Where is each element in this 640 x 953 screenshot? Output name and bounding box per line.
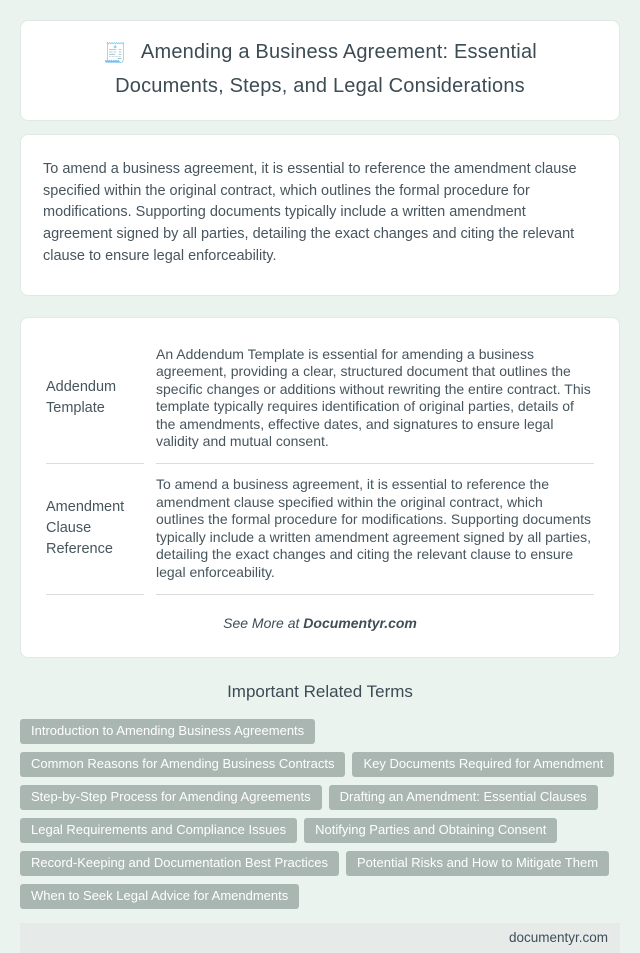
related-term-tag[interactable]: Key Documents Required for Amendment: [352, 752, 614, 777]
intro-card: [20, 134, 620, 296]
see-more-prefix: See More at: [223, 614, 304, 631]
related-term-tag[interactable]: Notifying Parties and Obtaining Consent: [304, 818, 557, 843]
terms-table: [46, 334, 594, 595]
see-more-line: [46, 615, 594, 631]
footer-site-link[interactable]: documentyr.com: [508, 930, 608, 946]
related-term-tag[interactable]: Record-Keeping and Documentation Best Practices: [20, 851, 339, 876]
table-row: [46, 334, 594, 465]
related-term-tag[interactable]: Legal Requirements and Compliance Issues: [20, 818, 297, 843]
related-term-tag[interactable]: Step-by-Step Process for Amending Agreements: [20, 785, 322, 810]
related-term-tag[interactable]: Common Reasons for Amending Business Contracts: [20, 752, 345, 777]
intro-text: To amend a business agreement, it is essential to reference the amendment clause specified within the original contract, which outlines the formal procedure for modifications. Supporting documents typically include a written amendment agreement signed by all parties, detailing the exact changes and citing the relevant clause to ensure legal enforceability.: [43, 161, 577, 264]
page-title-text: Amending a Business Agreement: Essential Documents, Steps, and Legal Considerations: [115, 41, 537, 97]
page-title: [55, 36, 585, 103]
related-term-tag[interactable]: Potential Risks and How to Mitigate Them: [346, 851, 609, 876]
receipt-icon: 🧾: [103, 43, 127, 64]
definition-cell: An Addendum Template is essential for amending a business agreement, providing a clear, structured document that outlines the specific changes or additions without rewriting the entire contract. This template typically requires identification of original parties, details of the amendments, effective dates, and signatures to ensure legal validity and mutual consent.: [156, 334, 594, 465]
see-more-site-link[interactable]: Documentyr.com: [303, 614, 417, 631]
page-background: [0, 20, 640, 946]
table-row: [46, 464, 594, 595]
related-term-tag[interactable]: Drafting an Amendment: Essential Clauses: [329, 785, 598, 810]
footer-bar: [20, 923, 620, 953]
related-term-tag[interactable]: Introduction to Amending Business Agreements: [20, 719, 315, 744]
title-card: [20, 20, 620, 121]
term-cell: Addendum Template: [46, 334, 144, 465]
terms-table-card: [20, 317, 620, 658]
related-terms-tags: [20, 719, 620, 909]
related-terms-heading: Important Related Terms: [227, 681, 413, 701]
term-cell: Amendment Clause Reference: [46, 464, 144, 595]
definition-cell: To amend a business agreement, it is essential to reference the amendment clause specified within the original contract, which outlines the formal procedure for modifications. Supporting documents typically include a written amendment agreement signed by all parties, detailing the exact changes and citing the relevant clause to ensure legal enforceability.: [156, 464, 594, 595]
related-term-tag[interactable]: When to Seek Legal Advice for Amendments: [20, 884, 299, 909]
